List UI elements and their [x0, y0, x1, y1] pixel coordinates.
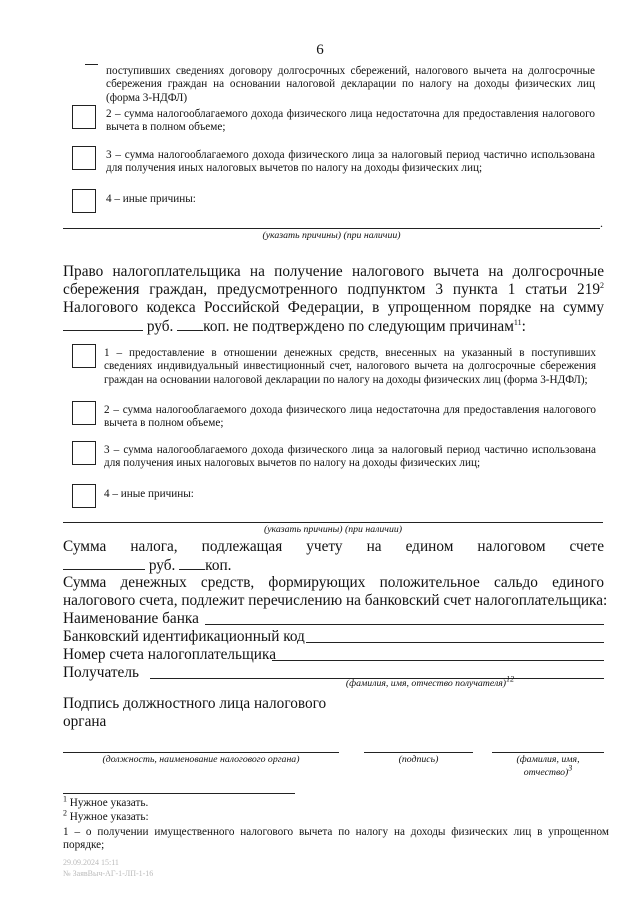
- footnote-ref-12: 12: [506, 674, 515, 684]
- recipient-label: Получатель: [63, 664, 139, 681]
- tax-rub-field[interactable]: [63, 556, 145, 570]
- rub-label: руб.: [146, 318, 174, 335]
- reason-4-text-b: 4 – иные причины:: [104, 488, 194, 500]
- reasons-caption-b: (указать причины) (при наличии): [263, 524, 403, 535]
- account-field[interactable]: [272, 660, 604, 661]
- reason-2-text-b: 2 – сумма налогооблагаемого дохода физического лица недостаточна для предоставления налогового вычета в полном объеме;: [104, 404, 596, 430]
- reason-4-checkbox-b[interactable]: [72, 484, 96, 508]
- other-reasons-line-b[interactable]: [63, 522, 603, 523]
- name-field[interactable]: [492, 752, 604, 753]
- reason-2-text-a: 2 – сумма налогооблагаемого дохода физического лица недостаточна для предоставления налогового вычета в полном объеме;: [106, 108, 595, 134]
- page-number: 6: [316, 42, 324, 58]
- reason-1-text-b: 1 – предоставление в отношении денежных средств, внесенных на указанный в поступивших сведениях индивидуальный инвестиционный счет, налогового вычета на долгосрочные сбережения граждан на основании налоговой декларации по налогу на доходы физических лиц (форма 3-НДФЛ);: [104, 347, 596, 386]
- position-caption: (должность, наименование налогового органа): [102, 754, 300, 765]
- registration-stamp-line-1: 29.09.2024 15:11: [63, 858, 119, 867]
- recipient-caption: [260, 674, 600, 689]
- paragraph-line-1: Право налогоплательщика на получение налогового вычета на долгосрочные: [63, 263, 604, 280]
- reason-1-checkbox-b[interactable]: [72, 344, 96, 368]
- paragraph-line-4: [63, 317, 604, 336]
- reason-4-checkbox-a[interactable]: [72, 189, 96, 213]
- footnote-1: [63, 794, 149, 810]
- footnote-2-item: 1 – о получении имущественного налогового вычета по налогу на доходы физических лиц в упрощенном порядке;: [63, 826, 609, 851]
- tax-line-2: [63, 556, 604, 575]
- article-superscript: 2: [600, 280, 604, 290]
- name-caption-line-2: [492, 763, 604, 778]
- reason-3-checkbox-a[interactable]: [72, 146, 96, 170]
- tax-rub-label: руб.: [148, 557, 176, 574]
- signature-title-line-2: органа: [63, 713, 107, 730]
- paragraph-line-2-text: сбережения граждан, предусмотренного подпунктом 3 пункта 1 статьи 219: [63, 281, 600, 298]
- reason-3-text-a: 3 – сумма налогооблагаемого дохода физического лица за налоговый период частично использована для получения иных налоговых вычетов по налогу на доходы физических лиц;: [106, 149, 595, 175]
- amount-rub-field[interactable]: [63, 317, 143, 331]
- bic-label: Банковский идентификационный код: [63, 628, 305, 645]
- recipient-caption-text: (фамилия, имя, отчество получателя): [345, 678, 507, 689]
- bank-name-field[interactable]: [205, 624, 604, 625]
- tax-line-1: Сумма налога, подлежащая учету на едином налоговом счете: [63, 538, 604, 555]
- footnote-2-text: Нужное указать:: [69, 811, 149, 823]
- position-field[interactable]: [63, 752, 339, 753]
- name-caption-line-2-text: отчество): [523, 767, 569, 778]
- sign-caption: (подпись): [398, 754, 439, 765]
- sign-field[interactable]: [364, 752, 473, 753]
- reason-2-checkbox-b[interactable]: [72, 401, 96, 425]
- reason-continuation-text: поступивших сведениях договору долгосрочных сбережений, налогового вычета на долгосрочные сбережения граждан на основании налоговой декларации по налогу на доходы физических лиц (форма 3-НДФЛ): [106, 65, 595, 104]
- reasons-caption-a: (указать причины) (при наличии): [262, 230, 401, 241]
- bank-name-label: Наименование банка: [63, 610, 199, 627]
- footnote-ref-11: 11: [513, 317, 522, 327]
- tax-kop-field[interactable]: [179, 556, 205, 570]
- footnote-ref-3: 3: [568, 763, 573, 773]
- registration-stamp-line-2: № ЗаявВыч-АГ-1-ЛП-1-16: [63, 869, 154, 878]
- tax-kop-label: коп.: [205, 557, 232, 574]
- reason-4-text-a: 4 – иные причины:: [106, 193, 196, 205]
- reason-3-checkbox-b[interactable]: [72, 441, 96, 465]
- footnote-1-mark: 1: [63, 794, 67, 804]
- paragraph-line-3: Налогового кодекса Российской Федерации, в упрощенном порядке на сумму: [63, 299, 604, 316]
- amount-kop-field[interactable]: [177, 317, 203, 331]
- other-reasons-line-a[interactable]: [63, 228, 600, 229]
- footnote-1-text: Нужное указать.: [69, 797, 149, 809]
- paragraph-colon: :: [521, 318, 526, 335]
- tax-line-4: налогового счета, подлежит перечислению на банковский счет налогоплательщика:: [63, 592, 608, 609]
- footnote-2: [63, 808, 149, 824]
- signature-title-line-1: Подпись должностного лица налогового: [63, 695, 327, 712]
- name-caption-line-1: (фамилия, имя,: [516, 754, 580, 765]
- footnote-separator: [63, 793, 295, 794]
- continuation-box-edge: [85, 64, 98, 65]
- reason-2-checkbox-a[interactable]: [72, 105, 96, 129]
- trailing-dot: .: [600, 216, 603, 230]
- footnote-2-mark: 2: [63, 808, 67, 818]
- reason-3-text-b: 3 – сумма налогооблагаемого дохода физического лица за налоговый период частично использована для получения иных налоговых вычетов по налогу на доходы физических лиц;: [104, 444, 596, 470]
- account-label: Номер счета налогоплательщика: [63, 646, 276, 663]
- tax-line-3: Сумма денежных средств, формирующих положительное сальдо единого: [63, 574, 604, 591]
- bic-field[interactable]: [306, 642, 604, 643]
- kop-label: коп. не подтверждено по следующим причинам: [203, 318, 514, 335]
- paragraph-line-2: [63, 281, 604, 299]
